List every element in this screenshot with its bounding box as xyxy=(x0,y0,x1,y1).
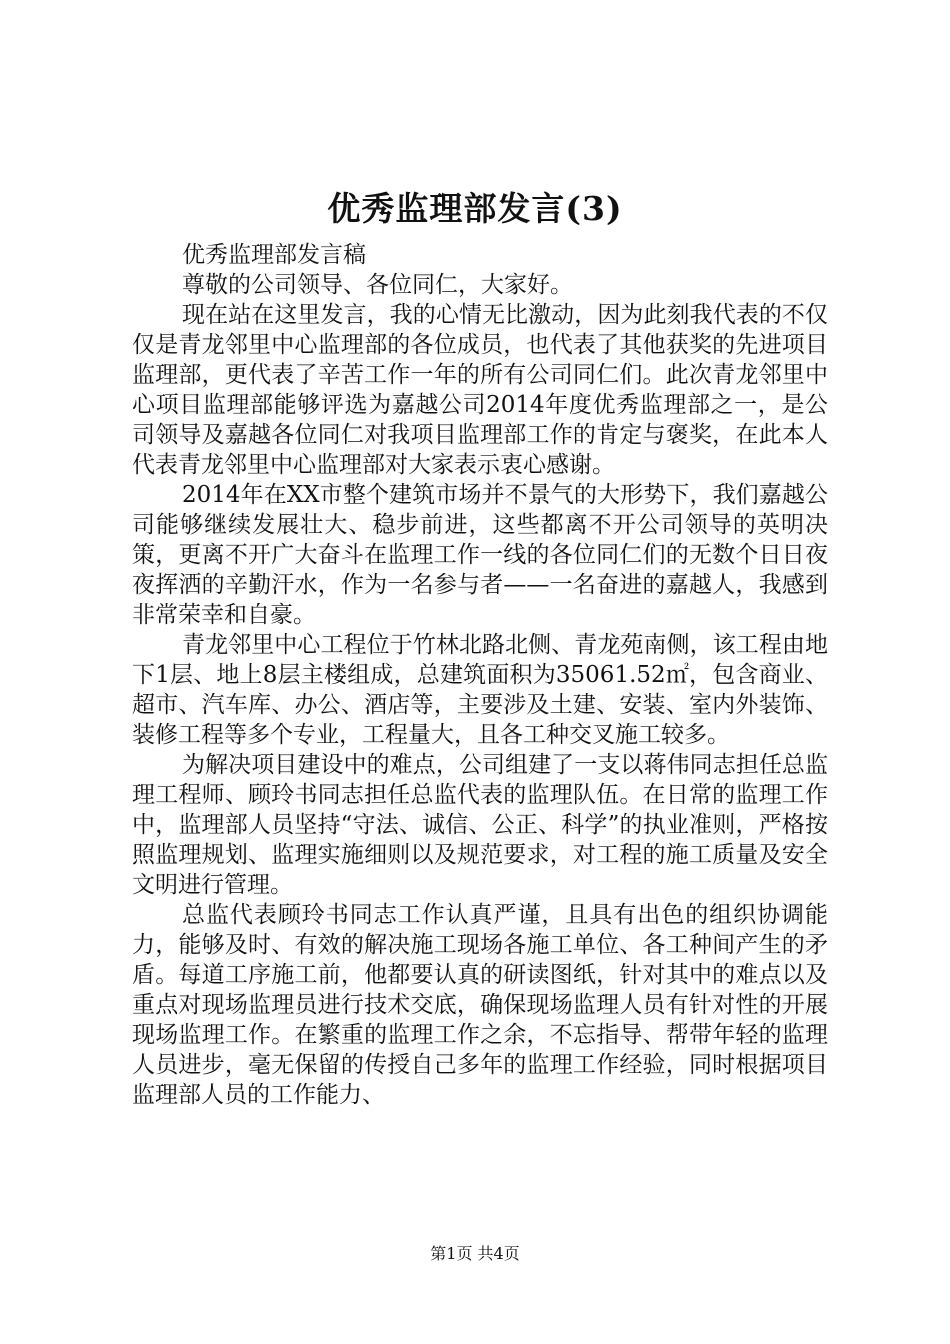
paragraph: 总监代表顾玲书同志工作认真严谨，且具有出色的组织协调能力，能够及时、有效的解决施工现场各施工单位、各工种间产生的矛盾。每道工序施工前，他都要认真的研读图纸，针对其中的难点以及重点对现场监理员进行技术交底，确保现场监理人员有针对性的开展现场监理工作。在繁重的监理工作之余，不忘指导、帮带年轻的监理人员进步，毫无保留的传授自己多年的监理工作经验，同时根据项目监理部人员的工作能力、 xyxy=(132,902,828,1108)
page-footer: 第1页 共4页 xyxy=(430,1244,520,1263)
paragraph-greeting: 尊敬的公司领导、各位同仁，大家好。 xyxy=(182,272,573,298)
paragraph: 青龙邻里中心工程位于竹林北路北侧、青龙苑南侧，该工程由地下1层、地上8层主楼组成，总建筑面积为35061.52㎡，包含商业、超市、汽车库、办公、酒店等，主要涉及土建、安装、室内外装饰、装修工程等多个专业，工程量大，且各工种交叉施工较多。 xyxy=(132,632,828,748)
document-title: 优秀监理部发言(3) xyxy=(327,189,623,228)
paragraph: 为解决项目建设中的难点，公司组建了一支以蒋伟同志担任总监理工程师、顾玲书同志担任总监代表的监理队伍。在日常的监理工作中，监理部人员坚持“守法、诚信、公正、科学”的执业准则，严格按照监理规划、监理实施细则以及规范要求，对工程的施工质量及安全文明进行管理。 xyxy=(132,752,828,898)
document-body xyxy=(132,240,828,1110)
paragraph: 现在站在这里发言，我的心情无比激动，因为此刻我代表的不仅仅是青龙邻里中心监理部的各位成员，也代表了其他获奖的先进项目监理部，更代表了辛苦工作一年的所有公司同仁们。此次青龙邻里中心项目监理部能够评选为嘉越公司2014年度优秀监理部之一，是公司领导及嘉越各位同仁对我项目监理部工作的肯定与褒奖，在此本人代表青龙邻里中心监理部对大家表示衷心感谢。 xyxy=(132,302,828,478)
paragraph: 2014年在XX市整个建筑市场并不景气的大形势下，我们嘉越公司能够继续发展壮大、稳步前进，这些都离不开公司领导的英明决策，更离不开广大奋斗在监理工作一线的各位同仁们的无数个日日夜夜挥洒的辛勤汗水，作为一名参与者——一名奋进的嘉越人，我感到非常荣幸和自豪。 xyxy=(132,482,828,628)
paragraph-subtitle: 优秀监理部发言稿 xyxy=(182,242,366,268)
